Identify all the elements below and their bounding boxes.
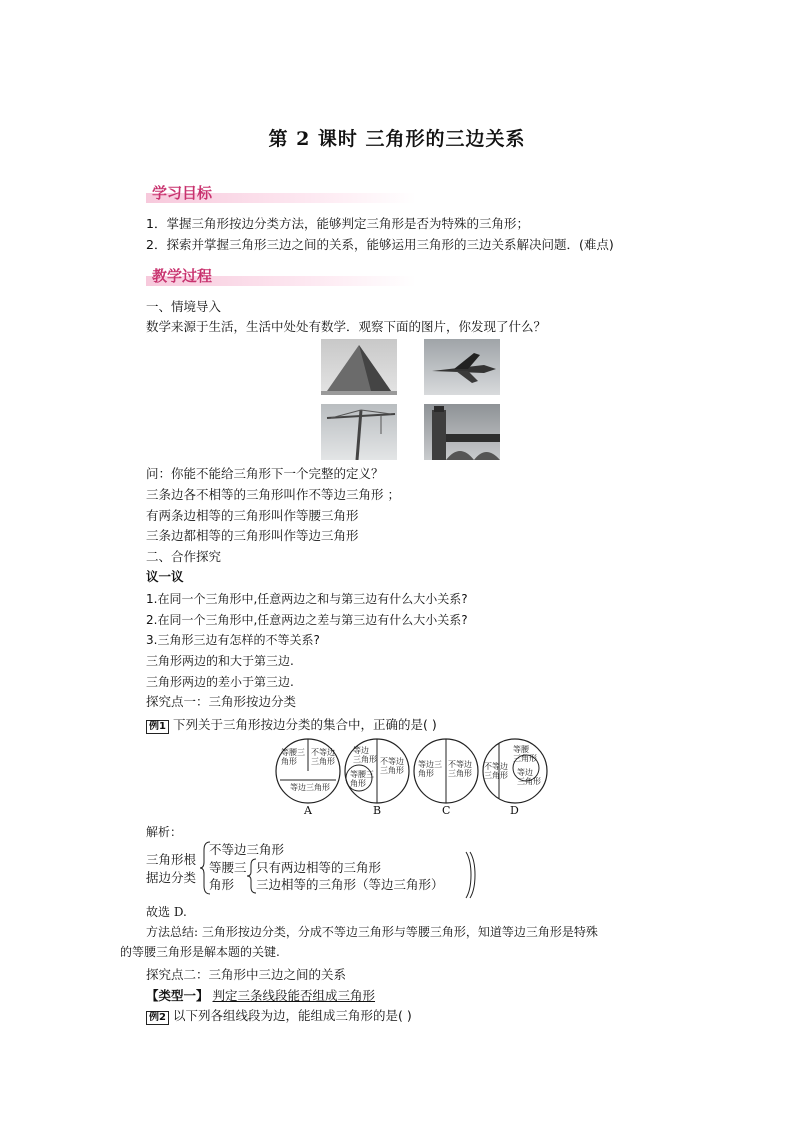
explore-heading: 二、合作探究	[146, 549, 222, 564]
example-one	[146, 716, 437, 734]
pyramid-photo	[321, 339, 397, 395]
discuss-item: 1.在同一个三角形中,任意两边之和与第三边有什么大小关系?	[146, 592, 468, 606]
example-badge: 例1	[146, 720, 169, 734]
question: 问：你能不能给三角形下一个完整的定义？	[146, 466, 384, 481]
brace-close-icon	[463, 850, 477, 900]
circle-c-text: 等边三 角形	[418, 760, 442, 778]
analysis-branch: 等腰三	[209, 860, 247, 875]
type-one-text: 判定三条线段能否组成三角形	[212, 988, 376, 1003]
circle-c-text: 不等边 三角形	[448, 760, 472, 778]
jet-photo	[424, 339, 500, 395]
point-two-heading: 探究点二：三角形中三边之间的关系	[146, 967, 347, 982]
option-label-b: B	[373, 804, 382, 817]
circle-b-text: 等腰三 角形	[350, 770, 374, 788]
bridge-photo	[424, 404, 500, 460]
intro-heading: 一、情境导入	[146, 299, 222, 314]
summary: 方法总结: 三角形按边分类，分成不等边三角形与等腰三角形，知道等边三角形是特殊	[146, 925, 598, 939]
analysis-label: 解析：	[146, 825, 183, 839]
point-one-heading: 探究点一：三角形按边分类	[146, 694, 297, 709]
goal-item: 1．掌握三角形按边分类方法，能够判定三角形是否为特殊的三角形；	[146, 216, 529, 231]
definition: 三条边各不相等的三角形叫作不等边三角形 ；	[146, 487, 400, 502]
discuss-item: 3.三角形三边有怎样的不等关系?	[146, 633, 320, 647]
example-badge: 例2	[146, 1011, 169, 1025]
analysis-case: 只有两边相等的三角形	[256, 860, 382, 875]
option-label-a: A	[304, 804, 312, 817]
option-label-d: D	[510, 804, 519, 817]
discuss-heading: 议一议	[146, 569, 184, 584]
analysis-left: 三角形根	[146, 852, 197, 867]
definition: 三条边都相等的三角形叫作等边三角形	[146, 528, 359, 543]
page-title: 第 2 课时 三角形的三边关系	[268, 128, 526, 150]
intro-text: 数学来源于生活，生活中处处有数学．观察下面的图片，你发现了什么？	[146, 319, 547, 334]
circle-d-text: 不等边 三角形	[484, 762, 508, 780]
analysis-branch: 不等边三角形	[209, 842, 285, 857]
circle-a-text: 不等边 三角形	[311, 748, 335, 766]
circle-a-text: 等腰三 角形	[281, 748, 305, 766]
analysis-branch: 角形	[209, 877, 235, 892]
circle-d-text: 等腰 三角形	[513, 745, 537, 763]
section-tag-process: 教学过程	[152, 267, 213, 285]
analysis-left: 据边分类	[146, 870, 197, 885]
type-one-label: 【类型一】	[146, 988, 209, 1003]
conclusion: 三角形两边的和大于第三边.	[146, 654, 294, 668]
crane-photo	[321, 404, 397, 460]
circle-d-text: 等边 三角形	[517, 768, 541, 786]
discuss-item: 2.在同一个三角形中,任意两边之差与第三边有什么大小关系?	[146, 613, 468, 627]
goal-item: 2．探索并掌握三角形三边之间的关系，能够运用三角形的三边关系解决问题．(难点)	[146, 237, 614, 252]
option-label-c: C	[442, 804, 451, 817]
example-two-text: 以下列各组线段为边，能组成三角形的是( )	[172, 1008, 412, 1023]
circle-b-text: 不等边 三角形	[380, 757, 404, 775]
circle-b-text: 等边 三角形	[353, 746, 377, 764]
example-one-text: 下列关于三角形按边分类的集合中，正确的是( )	[172, 717, 437, 732]
summary: 的等腰三角形是解本题的关键.	[120, 945, 280, 959]
circle-a-text: 等边三角形	[290, 783, 330, 792]
definition: 有两条边相等的三角形叫作等腰三角形	[146, 508, 359, 523]
example-two	[146, 1007, 412, 1025]
answer: 故选 D.	[146, 905, 187, 919]
section-tag-goals: 学习目标	[152, 184, 213, 202]
conclusion: 三角形两边的差小于第三边.	[146, 675, 294, 689]
type-one	[146, 987, 375, 1005]
analysis-case: 三边相等的三角形（等边三角形）	[256, 877, 444, 892]
